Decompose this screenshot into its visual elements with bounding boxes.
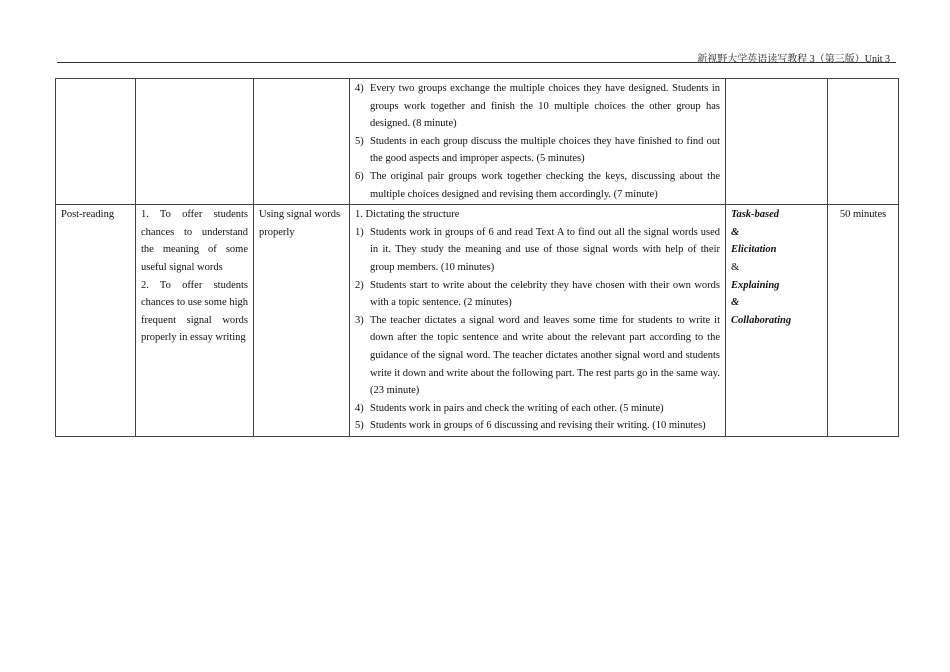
procedure-cell <box>350 205 726 437</box>
table-row-post-reading <box>56 205 899 437</box>
procedure-step: 5) Students in each group discuss the multiple choices they have finished to find out the good aspects and improper aspects. (5 minutes) <box>355 135 720 165</box>
time-cell: 50 minutes <box>828 205 899 437</box>
method-elicitation: Elicitation <box>731 244 777 256</box>
objective-1: 1. To offer students chances to understand the meaning of some useful signal words <box>141 209 248 273</box>
procedure-step: 4) Every two groups exchange the multiple choices they have designed. Students in groups work together and finish the 10 multiple choices the other group has designed. (8 minute) <box>355 83 720 130</box>
objective-cell-empty <box>136 79 254 205</box>
procedure-step: 2) Students start to write about the celebrity they have chosen with their own words with a topic sentence. (2 minutes) <box>355 279 720 309</box>
method-cell <box>726 205 828 437</box>
method-cell-empty <box>726 79 828 205</box>
time-cell-empty <box>828 79 899 205</box>
objective-2: 2. To offer students chances to use some high frequent signal words properly in essay writing <box>141 279 248 344</box>
method-task-based: Task-based <box>731 209 780 221</box>
method-separator: & <box>731 226 740 238</box>
objective-cell <box>136 205 254 437</box>
method-explaining: Explaining <box>731 279 780 291</box>
stage-cell-empty <box>56 79 136 205</box>
header-rule <box>57 62 896 63</box>
focus-cell-empty <box>254 79 350 205</box>
procedure-title: 1. Dictating the structure <box>355 209 460 221</box>
method-collaborating: Collaborating <box>731 314 792 326</box>
stage-cell: Post-reading <box>56 205 136 437</box>
method-separator: & <box>731 297 740 309</box>
procedure-step: 1) Students work in groups of 6 and read Text A to find out all the signal words used in it. They study the meaning and use of those signal words with help of their group members. (10 minutes) <box>355 226 720 273</box>
procedure-step: 4) Students work in pairs and check the writing of each other. (5 minute) <box>355 402 664 414</box>
procedure-step: 5) Students work in groups of 6 discussing and revising their writing. (10 minutes) <box>355 420 706 432</box>
procedure-cell <box>350 79 726 205</box>
method-separator: & <box>731 261 740 273</box>
focus-cell: Using signal words properly <box>254 205 350 437</box>
procedure-step: 6) The original pair groups work together checking the keys, discussing about the multiple choices designed and revising them accordingly. (7 minute) <box>355 170 720 200</box>
page-header: 新视野大学英语读写教程 3（第三版）Unit 3 <box>697 54 890 65</box>
table-row-continuation <box>56 79 899 205</box>
procedure-step: 3) The teacher dictates a signal word and leaves some time for students to write it down after the topic sentence and write about the relevant part according to the guidance of the signal word. The teacher dictates another signal word and students write it down and write about the following part. The rest parts go in the same way. (23 minute) <box>355 314 720 397</box>
lesson-plan-table <box>55 78 899 437</box>
